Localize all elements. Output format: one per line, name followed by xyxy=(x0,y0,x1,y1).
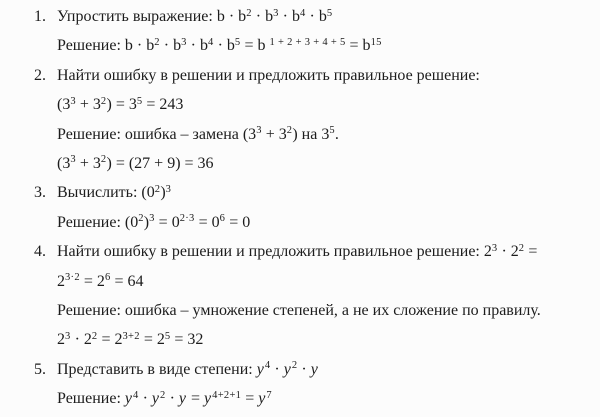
text-segment: ) на 3 xyxy=(292,125,330,143)
exponent-superscript: 2·3 xyxy=(179,213,195,225)
text-segment: . xyxy=(334,125,339,143)
text-line xyxy=(0,149,600,178)
text-segment: ) = (27 + 9) = 36 xyxy=(106,154,214,172)
math-variable: y xyxy=(204,390,212,408)
text-segment: Вычислить: (0 xyxy=(57,184,155,202)
text-segment: = xyxy=(241,390,259,408)
text-segment: = 64 xyxy=(110,272,144,290)
text-line xyxy=(0,120,600,149)
text-segment: · 2 xyxy=(497,243,519,261)
text-segment: = b xyxy=(345,37,371,55)
exponent-superscript: 15 xyxy=(370,36,382,48)
text-segment: Найти ошибку в решении и предложить правильное решение: 2 xyxy=(57,243,492,261)
text-segment: ) xyxy=(160,184,166,202)
text-segment: Упростить выражение: b · b xyxy=(57,8,247,25)
item-number: 3. xyxy=(34,184,46,202)
exponent-superscript: 2 xyxy=(154,183,161,195)
text-segment: ) = 3 xyxy=(106,96,137,114)
text-segment: = 0 xyxy=(194,213,220,231)
exponent-superscript: 3 xyxy=(273,7,279,19)
math-variable: y xyxy=(283,360,291,378)
exponent-superscript: 3 xyxy=(65,330,71,342)
text-segment: Решение: xyxy=(57,390,125,408)
text-line xyxy=(0,267,600,296)
math-variable: y xyxy=(151,390,159,408)
exponent-superscript: 2 xyxy=(518,242,525,254)
text-segment: (3 xyxy=(57,154,71,172)
exponent-superscript: 4 xyxy=(299,7,306,19)
exponent-superscript: 5 xyxy=(234,36,241,48)
text-line xyxy=(0,237,600,266)
text-segment: = xyxy=(187,390,205,408)
exponent-superscript: 3 xyxy=(149,213,155,225)
text-segment: 2 xyxy=(57,331,65,349)
text-segment: Решение: b · b xyxy=(57,37,155,55)
text-segment: · xyxy=(270,360,284,378)
exponent-superscript: 2 xyxy=(291,360,298,372)
text-segment: = 243 xyxy=(142,96,184,114)
text-segment: + 3 xyxy=(75,154,101,172)
text-segment: ) xyxy=(143,213,150,231)
text-segment: = 0 xyxy=(154,213,180,231)
text-line xyxy=(0,325,600,354)
exponent-superscript: 4 xyxy=(208,36,214,48)
text-segment: Решение: (0 xyxy=(57,213,139,231)
exponent-superscript: 3 xyxy=(256,125,262,137)
text-segment: · b xyxy=(159,37,182,55)
exponent-superscript: 2 xyxy=(286,125,293,137)
text-segment: · b xyxy=(251,8,274,25)
text-segment: · xyxy=(297,360,311,378)
text-segment: = xyxy=(524,243,538,261)
text-segment: = 2 xyxy=(97,331,123,349)
text-segment: = 0 xyxy=(225,213,251,231)
text-line xyxy=(0,208,600,237)
text-segment: = b xyxy=(240,37,270,55)
item-number: 5. xyxy=(34,360,46,378)
exponent-superscript: 3 xyxy=(70,95,76,107)
text-line xyxy=(0,61,600,90)
text-segment: · b xyxy=(186,37,208,55)
text-segment: = 2 xyxy=(139,331,165,349)
text-segment: Представить в виде степени: xyxy=(57,360,257,378)
exponent-superscript: 5 xyxy=(326,7,333,19)
math-variable: y xyxy=(310,360,318,378)
exponent-superscript: 5 xyxy=(164,330,171,342)
exponent-superscript: 3 xyxy=(181,36,187,48)
text-segment: · xyxy=(165,390,179,408)
exponent-superscript: 3 xyxy=(70,154,76,166)
exponent-superscript: 4 xyxy=(264,360,271,372)
text-segment: (3 xyxy=(57,96,71,114)
text-segment: Решение: ошибка – умножение степеней, а не их сложение по правилу. xyxy=(57,301,541,319)
exponent-superscript: 2 xyxy=(100,95,107,107)
exponent-superscript: 2 xyxy=(160,389,166,401)
text-line xyxy=(0,90,600,119)
exponent-superscript: 6 xyxy=(104,272,111,284)
item-number: 2. xyxy=(34,66,46,84)
exponent-superscript: 3 xyxy=(165,183,172,195)
text-line xyxy=(0,384,600,413)
exponent-superscript: 2 xyxy=(246,7,252,19)
exponent-superscript: 3 xyxy=(491,242,498,254)
text-segment: · b xyxy=(305,8,327,25)
exponent-superscript: 5 xyxy=(136,95,143,107)
item-number: 4. xyxy=(34,243,46,261)
text-segment: Найти ошибку в решении и предложить правильное решение: xyxy=(57,66,480,84)
text-segment: = 32 xyxy=(170,331,204,349)
exponent-superscript: 5 xyxy=(329,125,335,137)
text-line xyxy=(0,2,600,31)
exponent-superscript: 2 xyxy=(100,154,107,166)
math-variable: y xyxy=(256,360,264,378)
text-segment: · xyxy=(138,390,152,408)
math-variable: y xyxy=(124,390,132,408)
exponent-superscript: 6 xyxy=(219,213,226,225)
text-line xyxy=(0,31,600,60)
exponent-superscript: 2 xyxy=(138,213,144,225)
exponent-superscript: 1 + 2 + 3 + 4 + 5 xyxy=(269,36,346,48)
text-segment: Решение: ошибка – замена (3 xyxy=(57,125,257,143)
exponent-superscript: 3+2 xyxy=(122,330,140,342)
text-segment: · 2 xyxy=(70,331,92,349)
text-segment: + 3 xyxy=(261,125,287,143)
text-segment: · b xyxy=(213,37,235,55)
exponent-superscript: 4 xyxy=(133,389,139,401)
text-segment: 2 xyxy=(57,272,65,290)
item-number: 1. xyxy=(34,8,46,25)
exponent-superscript: 7 xyxy=(266,389,272,401)
exponent-superscript: 2 xyxy=(91,330,98,342)
text-segment: + 3 xyxy=(75,96,101,114)
math-variable: y xyxy=(258,390,266,408)
text-segment: = 2 xyxy=(79,272,105,290)
exponent-superscript: 3·2 xyxy=(65,272,80,284)
exponent-superscript: 2 xyxy=(154,36,160,48)
text-line xyxy=(0,355,600,384)
text-line xyxy=(0,178,600,207)
text-line xyxy=(0,296,600,325)
math-variable: y xyxy=(178,390,186,408)
exponent-superscript: 4+2+1 xyxy=(212,389,242,401)
text-segment: · b xyxy=(278,8,300,25)
